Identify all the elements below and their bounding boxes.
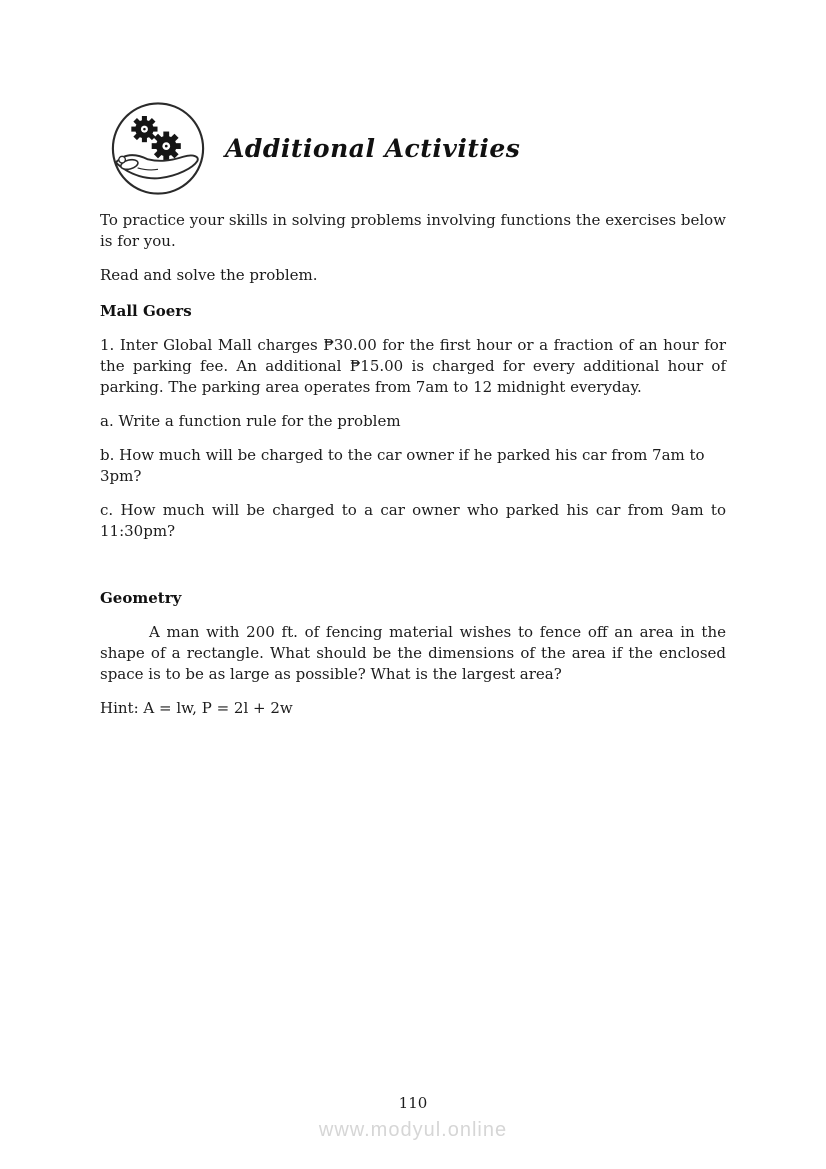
intro-paragraph: To practice your skills in solving problems involving functions the exercises below is for you. [100,211,726,250]
mall-goers-item-a: a. Write a function rule for the problem [100,412,401,430]
page-title: Additional Activities [225,134,521,163]
mall-goers-item-b: b. How much will be charged to the car owner if he parked his car from 7am to 3pm? [100,446,705,485]
page-content [100,210,726,719]
geometry-hint: Hint: A = lw, P = 2l + 2w [100,699,293,717]
geometry-problem: A man with 200 ft. of fencing material wishes to fence off an area in the shape of a rectangle. What should be the dimensions of the area if the enclosed space is to be as large as possible? What is the largest area? [100,623,726,683]
mall-goers-problem: 1. Inter Global Mall charges ₱30.00 for the first hour or a fraction of an hour for the parking fee. An additional ₱15.00 is charged for every additional hour of parking. The parking area operates from 7am to 12 midnight everyday. [100,336,726,396]
section-header [108,100,726,197]
instruction-paragraph: Read and solve the problem. [100,266,318,284]
page-number: 110 [398,1094,428,1112]
mall-goers-heading: Mall Goers [100,302,192,320]
mall-goers-item-c: c. How much will be charged to a car owner who parked his car from 9am to 11:30pm? [100,501,726,540]
hand-holding-gears-icon [108,100,208,197]
watermark: www.modyul.online [318,1119,508,1141]
geometry-heading: Geometry [100,589,182,607]
